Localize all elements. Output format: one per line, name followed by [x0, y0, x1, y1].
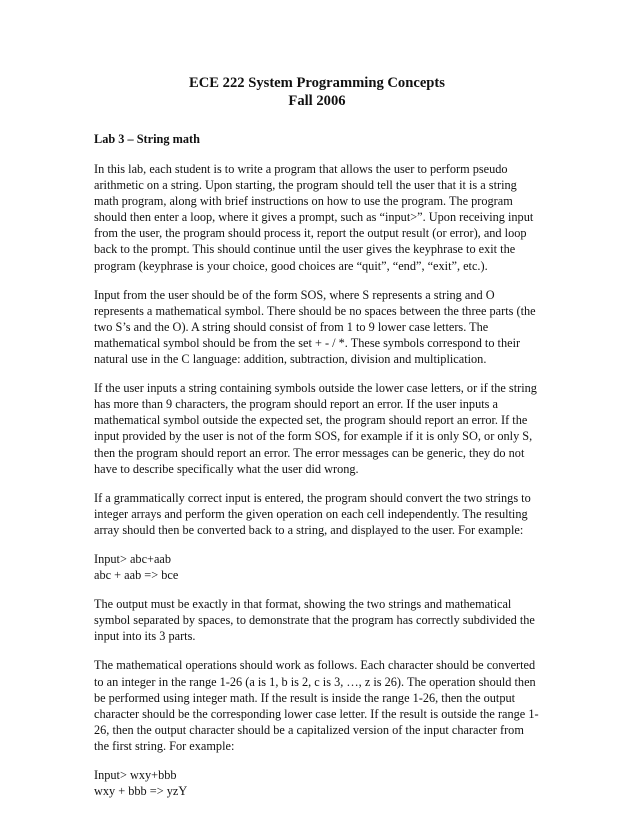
- title-line-term: Fall 2006: [288, 93, 346, 109]
- example-block-1: [94, 551, 540, 583]
- lab-heading: Lab 3 – String math: [94, 132, 200, 146]
- title-line-course: ECE 222 System Programming Concepts: [189, 75, 445, 91]
- example-2-input: Input> wxy+bbb: [94, 768, 177, 782]
- document-title: [94, 74, 540, 110]
- paragraph-intro: In this lab, each student is to write a program that allows the user to perform pseudo arithmetic on a string. Upon starting, the program should tell the user that it is a string math program, along with brief instructions on how to use the program. The program should then enter a loop, where it gives a prompt, such as “input>”. Upon receiving input from the user, the program should process it, report the output result (or error), and loop back to the prompt. This should continue until the user gives the keyphrase to exit the program (keyphrase is your choice, good choices are “quit”, “end”, “exit”, etc.).: [94, 162, 534, 273]
- example-block-2: [94, 767, 540, 799]
- example-1-input: Input> abc+aab: [94, 551, 172, 566]
- paragraph-conversion: If a grammatically correct input is entered, the program should convert the two strings to integer arrays and perform the given operation on each cell independently. The resulting array should then be converted back to a string, and displayed to the user. For example:: [94, 490, 531, 537]
- paragraph-output-format: The output must be exactly in that format, showing the two strings and mathematical symbol separated by spaces, to demonstrate that the program has correctly subdivided the input into its 3 parts.: [94, 597, 535, 644]
- example-2-output: wxy + bbb => yzY: [94, 784, 188, 799]
- document-page: [94, 74, 540, 799]
- paragraph-math-operations: The mathematical operations should work as follows. Each character should be converted to an integer in the range 1-26 (a is 1, b is 2, c is 3, …, z is 26). The operation should then be performed using integer math. If the result is inside the range 1-26, then the output character should be the corresponding lower case letter. If the result is outside the range 1-26, then the output character should be a capitalized version of the input character from the first string. For example:: [94, 658, 539, 753]
- paragraph-input-format: Input from the user should be of the form SOS, where S represents a string and O represents a mathematical symbol. There should be no spaces between the three parts (the two S’s and the O). A string should consist of from 1 to 9 lower case letters. The mathematical symbol should be from the set + - / *. These symbols correspond to their natural use in the C language: addition, subtraction, division and multiplication.: [94, 287, 536, 367]
- paragraph-errors: If the user inputs a string containing symbols outside the lower case letters, or if the string has more than 9 characters, the program should report an error. If the user inputs a mathematical symbol outside the expected set, the program should report an error. If the input provided by the user is not of the form SOS, for example if it is only SO, or only S, then the program should report an error. The error messages can be generic, they do not have to describe specifically what the user did wrong.: [94, 381, 537, 476]
- example-1-output: abc + aab => bce: [94, 568, 179, 583]
